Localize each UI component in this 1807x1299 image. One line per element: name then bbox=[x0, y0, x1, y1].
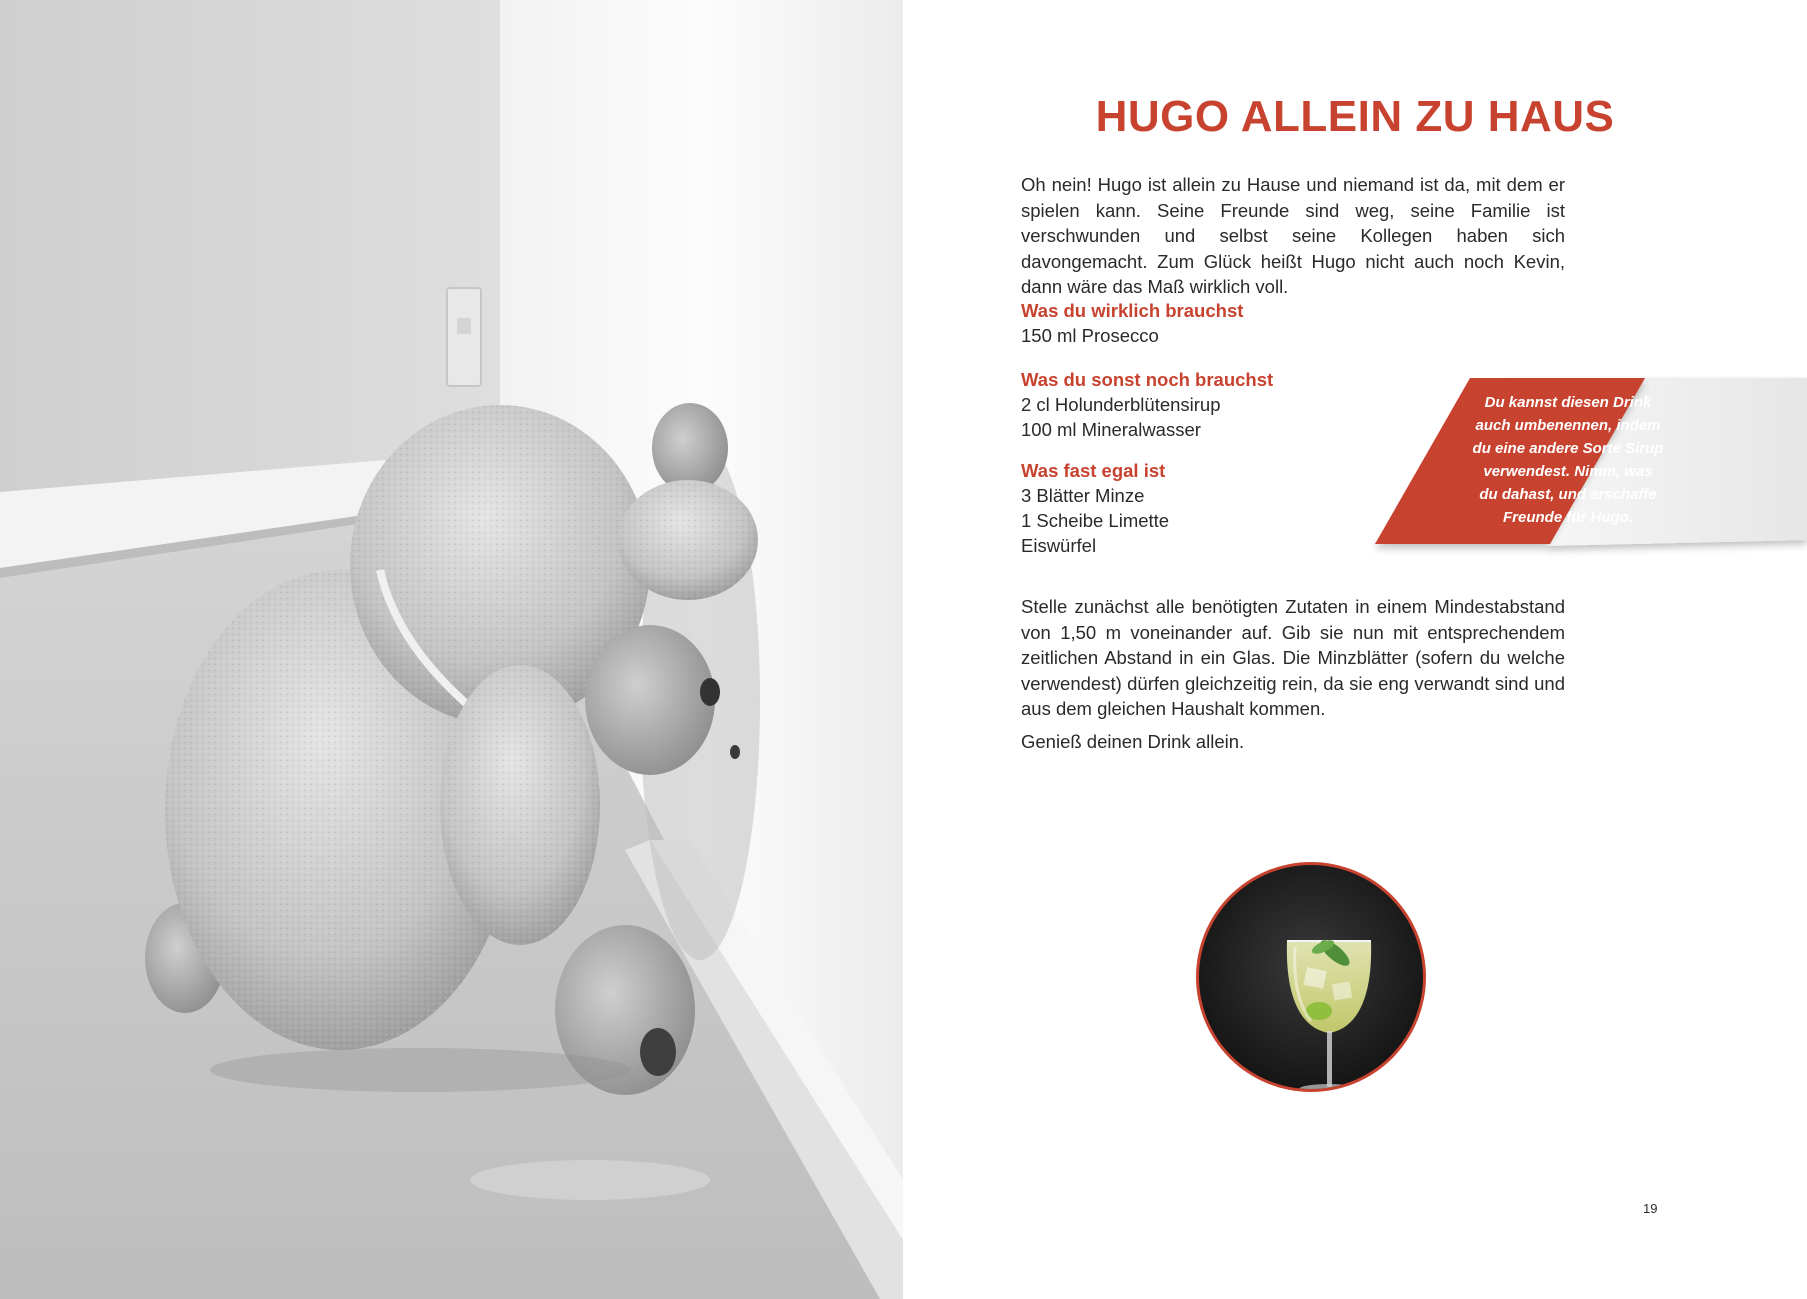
callout-line: Du kannst diesen Drink bbox=[1484, 394, 1652, 411]
ingredient-item: 100 ml Mineralwasser bbox=[1021, 419, 1201, 440]
page-number: 19 bbox=[1643, 1201, 1658, 1216]
callout-line: du dahast, und erschaffe bbox=[1479, 486, 1657, 503]
ingredients-essential-heading: Was du wirklich brauchst bbox=[1021, 300, 1244, 321]
ingredients-optional-list bbox=[1021, 483, 1351, 558]
ingredients-essential-list bbox=[1021, 323, 1351, 348]
callout-line: Freunde für Hugo. bbox=[1503, 509, 1633, 526]
ingredients-optional bbox=[1021, 458, 1351, 558]
teddy-bear-photo bbox=[0, 0, 903, 1299]
ingredients-essential bbox=[1021, 298, 1351, 348]
ingredient-item: 1 Scheibe Limette bbox=[1021, 510, 1170, 531]
callout-text bbox=[1448, 391, 1688, 529]
callout-line: verwendest. Nimm, was bbox=[1483, 463, 1653, 480]
ingredients-other-heading: Was du sonst noch brauchst bbox=[1021, 369, 1274, 390]
ingredients-other bbox=[1021, 367, 1351, 442]
ingredient-item: 3 Blätter Minze bbox=[1021, 485, 1145, 506]
recipe-page bbox=[903, 0, 1807, 1299]
hugo-cocktail-photo bbox=[1195, 861, 1427, 1093]
closing-line: Genieß deinen Drink allein. bbox=[1021, 731, 1245, 752]
recipe-title: HUGO ALLEIN ZU HAUS bbox=[1095, 92, 1615, 141]
intro-paragraph: Oh nein! Hugo ist allein zu Hause und niemand ist da, mit dem er spielen kann. Seine Freunde sind weg, seine Familie ist verschwunden und selbst seine Kollegen haben sich davongemacht. Zum Glück heißt Hugo nicht auch noch Kevin, dann wäre das Maß wirklich voll. bbox=[1021, 174, 1565, 297]
ingredients-other-list bbox=[1021, 392, 1351, 442]
ingredient-item: 2 cl Holunderblütensirup bbox=[1021, 394, 1221, 415]
method-paragraph: Stelle zunächst alle benötigten Zutaten in einem Mindestabstand von 1,50 m voneinander auf. Gib sie nun mit entsprechendem zeitlichen Abstand in ein Glas. Die Minzblätter (sofern du welche verwendest) dürfen gleichzeitig rein, da sie eng verwandt sind und aus dem gleichen Haushalt kommen. bbox=[1021, 596, 1565, 719]
callout-line: auch umbenennen, indem bbox=[1475, 417, 1661, 434]
ingredient-item: Eiswürfel bbox=[1021, 535, 1097, 556]
callout-line: du eine andere Sorte Sirup bbox=[1472, 440, 1664, 457]
ingredients-optional-heading: Was fast egal ist bbox=[1021, 460, 1166, 481]
ingredient-item: 150 ml Prosecco bbox=[1021, 325, 1159, 346]
